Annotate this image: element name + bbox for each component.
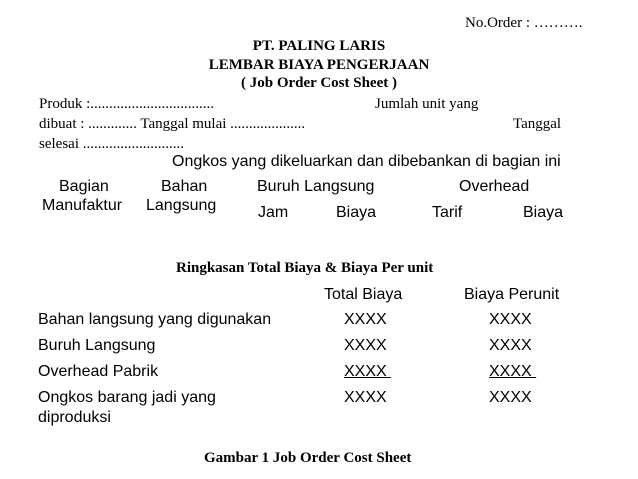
units-label: Jumlah unit yang — [375, 96, 479, 112]
col-buruh-langsung: Buruh Langsung — [257, 178, 375, 195]
col-overhead: Overhead — [459, 178, 530, 195]
product-field: Produk :................................. — [39, 96, 215, 112]
summary-row-perunit: XXXX — [489, 337, 532, 354]
summary-row-total: XXXX — [344, 337, 387, 354]
summary-title: Ringkasan Total Biaya & Biaya Per unit — [176, 260, 434, 276]
sheet-title: LEMBAR BIAYA PENGERJAAN — [208, 57, 430, 73]
order-number: No.Order : ………. — [465, 15, 583, 31]
made-start-date-field: dibuat : ............. Tanggal mulai .................... — [39, 116, 306, 132]
summary-row-label: Buruh Langsung — [38, 337, 156, 354]
summary-row-total: XXXX — [344, 311, 387, 328]
summary-row-label: Bahan langsung yang digunakan — [38, 311, 272, 328]
figure-caption: Gambar 1 Job Order Cost Sheet — [204, 450, 412, 466]
finish-date-field: selesai ........................... — [39, 136, 184, 152]
summary-row-label-cont: diproduksi — [38, 409, 111, 426]
summary-row-perunit: XXXX — [489, 363, 537, 380]
sub-tarif: Tarif — [432, 204, 463, 221]
sub-jam: Jam — [258, 204, 289, 221]
summary-row-perunit: XXXX — [489, 311, 532, 328]
col-bagian-line1: Bagian — [59, 178, 109, 195]
sheet-subtitle: ( Job Order Cost Sheet ) — [241, 75, 397, 91]
sub-biaya-buruh: Biaya — [336, 204, 377, 221]
sub-biaya-overhead: Biaya — [523, 204, 564, 221]
col-biaya-perunit: Biaya Perunit — [464, 286, 560, 303]
date-label: Tanggal — [513, 116, 562, 132]
summary-row-total: XXXX — [344, 363, 392, 380]
summary-row-label: Ongkos barang jadi yang — [38, 389, 216, 406]
company-name: PT. PALING LARIS — [252, 38, 386, 54]
summary-row-label: Overhead Pabrik — [38, 363, 159, 380]
cost-caption: Ongkos yang dikeluarkan dan dibebankan di bagian ini — [172, 153, 561, 170]
col-bagian-line2: Manufaktur — [42, 197, 123, 214]
summary-row-total: XXXX — [344, 389, 387, 406]
col-total-biaya: Total Biaya — [324, 286, 403, 303]
col-bahan-line1: Bahan — [161, 178, 208, 195]
col-bahan-line2: Langsung — [146, 197, 217, 214]
summary-row-perunit: XXXX — [489, 389, 532, 406]
